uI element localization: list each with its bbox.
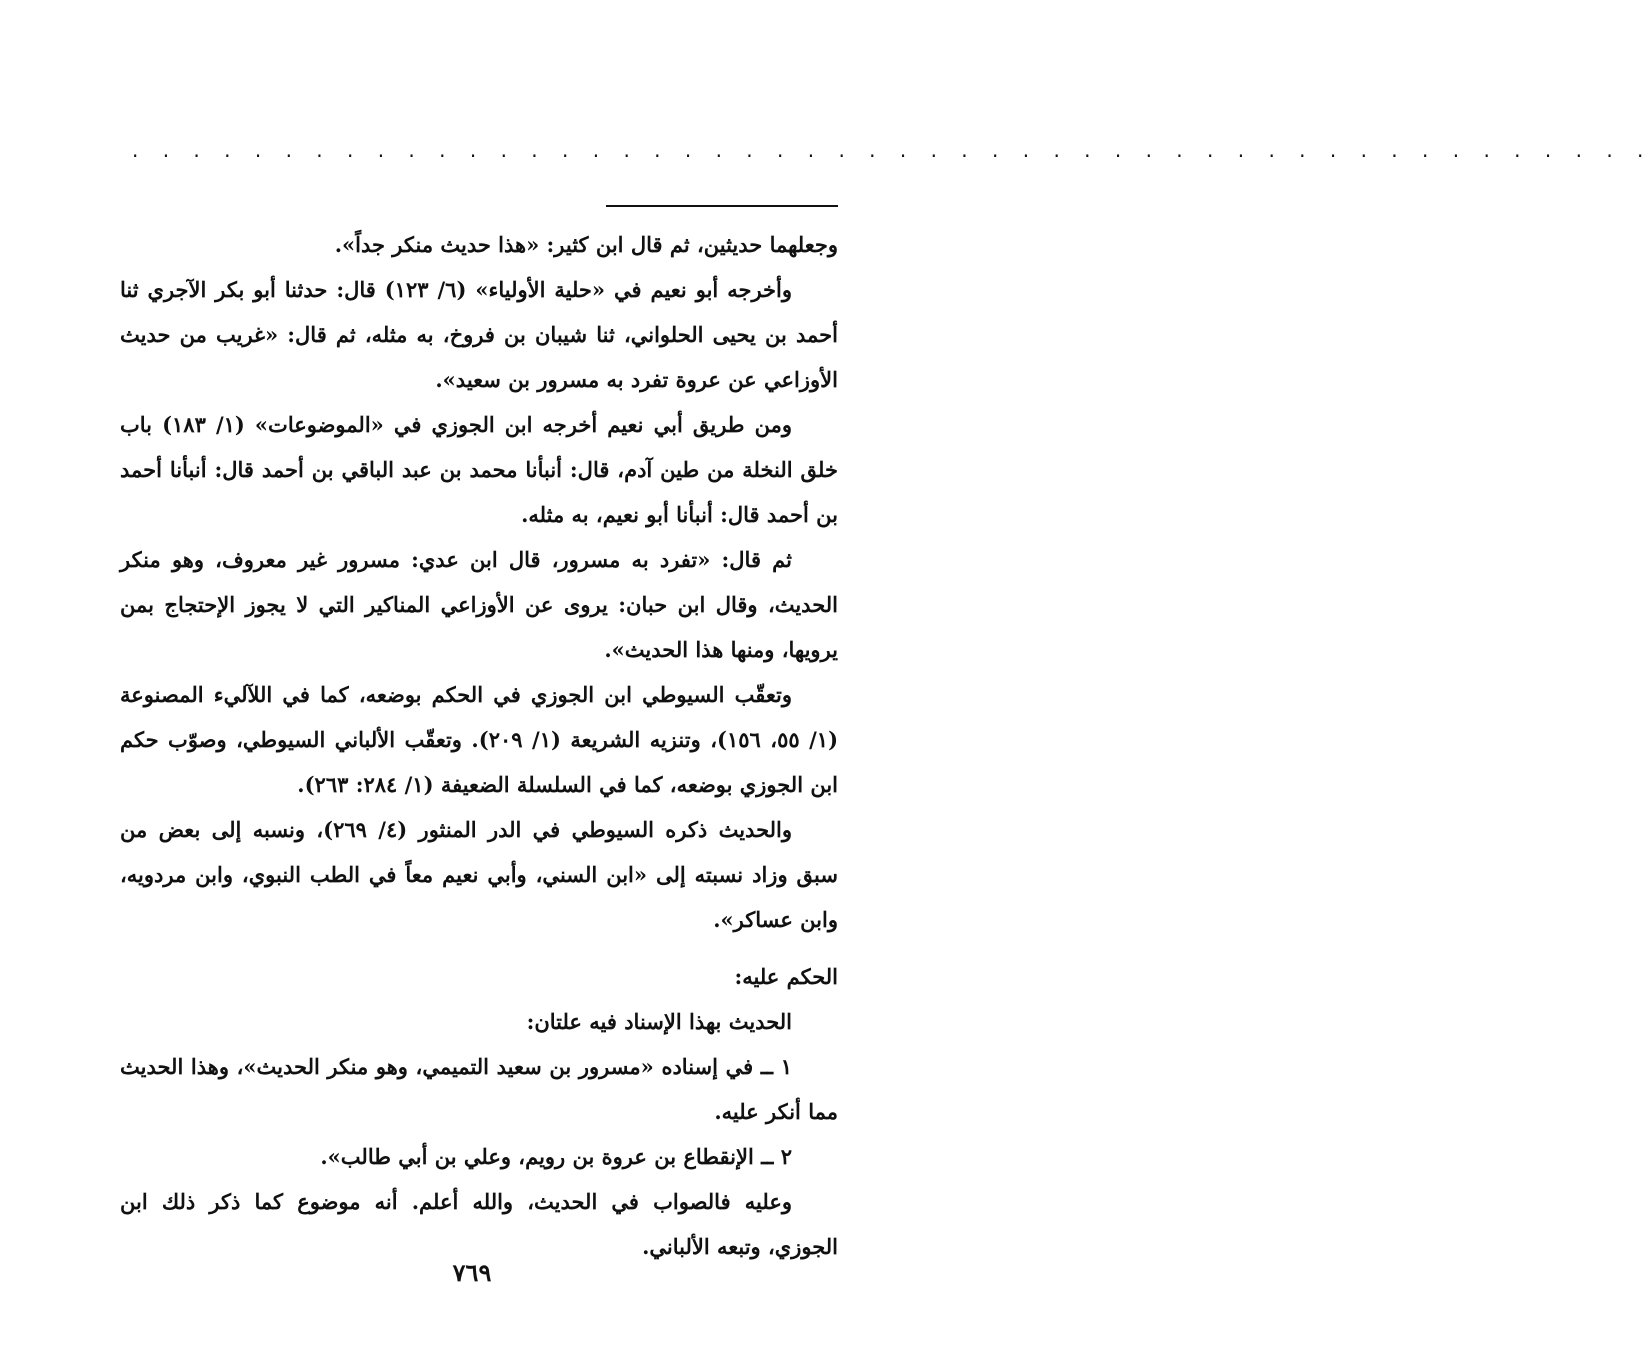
ruling-item-2: ٢ ــ الإنقطاع بن عروة بن رويم، وعلي بن أبي طالب». <box>320 1144 792 1169</box>
page-number: ٧٦٩ <box>452 1258 492 1287</box>
paragraph-6: والحديث ذكره السيوطي في الدر المنثور (٤/ ٢٦٩)، ونسبه إلى بعض من سبق وزاد نسبته إلى «ابن السني، وأبي نعيم معاً في الطب النبوي، وابن مردويه، وابن عساكر». <box>120 817 838 932</box>
paragraph-4: ثم قال: «تفرد به مسرور، قال ابن عدي: مسرور غير معروف، وهو منكر الحديث، وقال ابن حبان: يروى عن الأوزاعي المناكير التي لا يجوز الإحتجاج بمن يرويها، ومنها هذا الحديث». <box>120 547 838 662</box>
ruling-subheading: الحديث بهذا الإسناد فيه علتان: <box>526 1009 792 1034</box>
page-body <box>120 222 838 1269</box>
footnote-rule <box>606 205 838 207</box>
paragraph-2: وأخرجه أبو نعيم في «حلية الأولياء» (٦/ ١٢٣) قال: حدثنا أبو بكر الآجري ثنا أحمد بن يحيى الحلواني، ثنا شيبان بن فروخ، به مثله، ثم قال: «غريب من حديث الأوزاعي عن عروة تفرد به مسرور بن سعيد». <box>120 277 838 392</box>
paragraph-3: ومن طريق أبي نعيم أخرجه ابن الجوزي في «الموضوعات» (١/ ١٨٣) باب خلق النخلة من طين آدم، قال: أنبأنا محمد بن عبد الباقي بن أحمد قال: أنبأنا أحمد بن أحمد قال: أنبأنا أبو نعيم، به مثله. <box>120 412 838 527</box>
paragraph-5: وتعقّب السيوطي ابن الجوزي في الحكم بوضعه، كما في اللآليء المصنوعة (١/ ٥٥، ١٥٦)، وتنزيه الشريعة (١/ ٢٠٩). وتعقّب الألباني السيوطي، وصوّب حكم ابن الجوزي بوضعه، كما في السلسلة الضعيفة (١/ ٢٨٤: ٢٦٣). <box>120 682 839 797</box>
ruling-conclusion: وعليه فالصواب في الحديث، والله أعلم. أنه موضوع كما ذكر ذلك ابن الجوزي، وتبعه الألباني. <box>120 1189 838 1259</box>
dotted-separator: . . . . . . . . . . . . . . . . . . . . . . . . . . . . . . . . . . . . . . . . . . . . . . . . . . <box>132 138 1652 162</box>
paragraph-1: وجعلهما حديثين، ثم قال ابن كثير: «هذا حديث منكر جداً». <box>334 232 838 257</box>
ruling-item-1: ١ ــ في إسناده «مسرور بن سعيد التميمي، وهو منكر الحديث»، وهذا الحديث مما أنكر عليه. <box>120 1054 838 1124</box>
ruling-heading: الحكم عليه: <box>734 964 838 989</box>
